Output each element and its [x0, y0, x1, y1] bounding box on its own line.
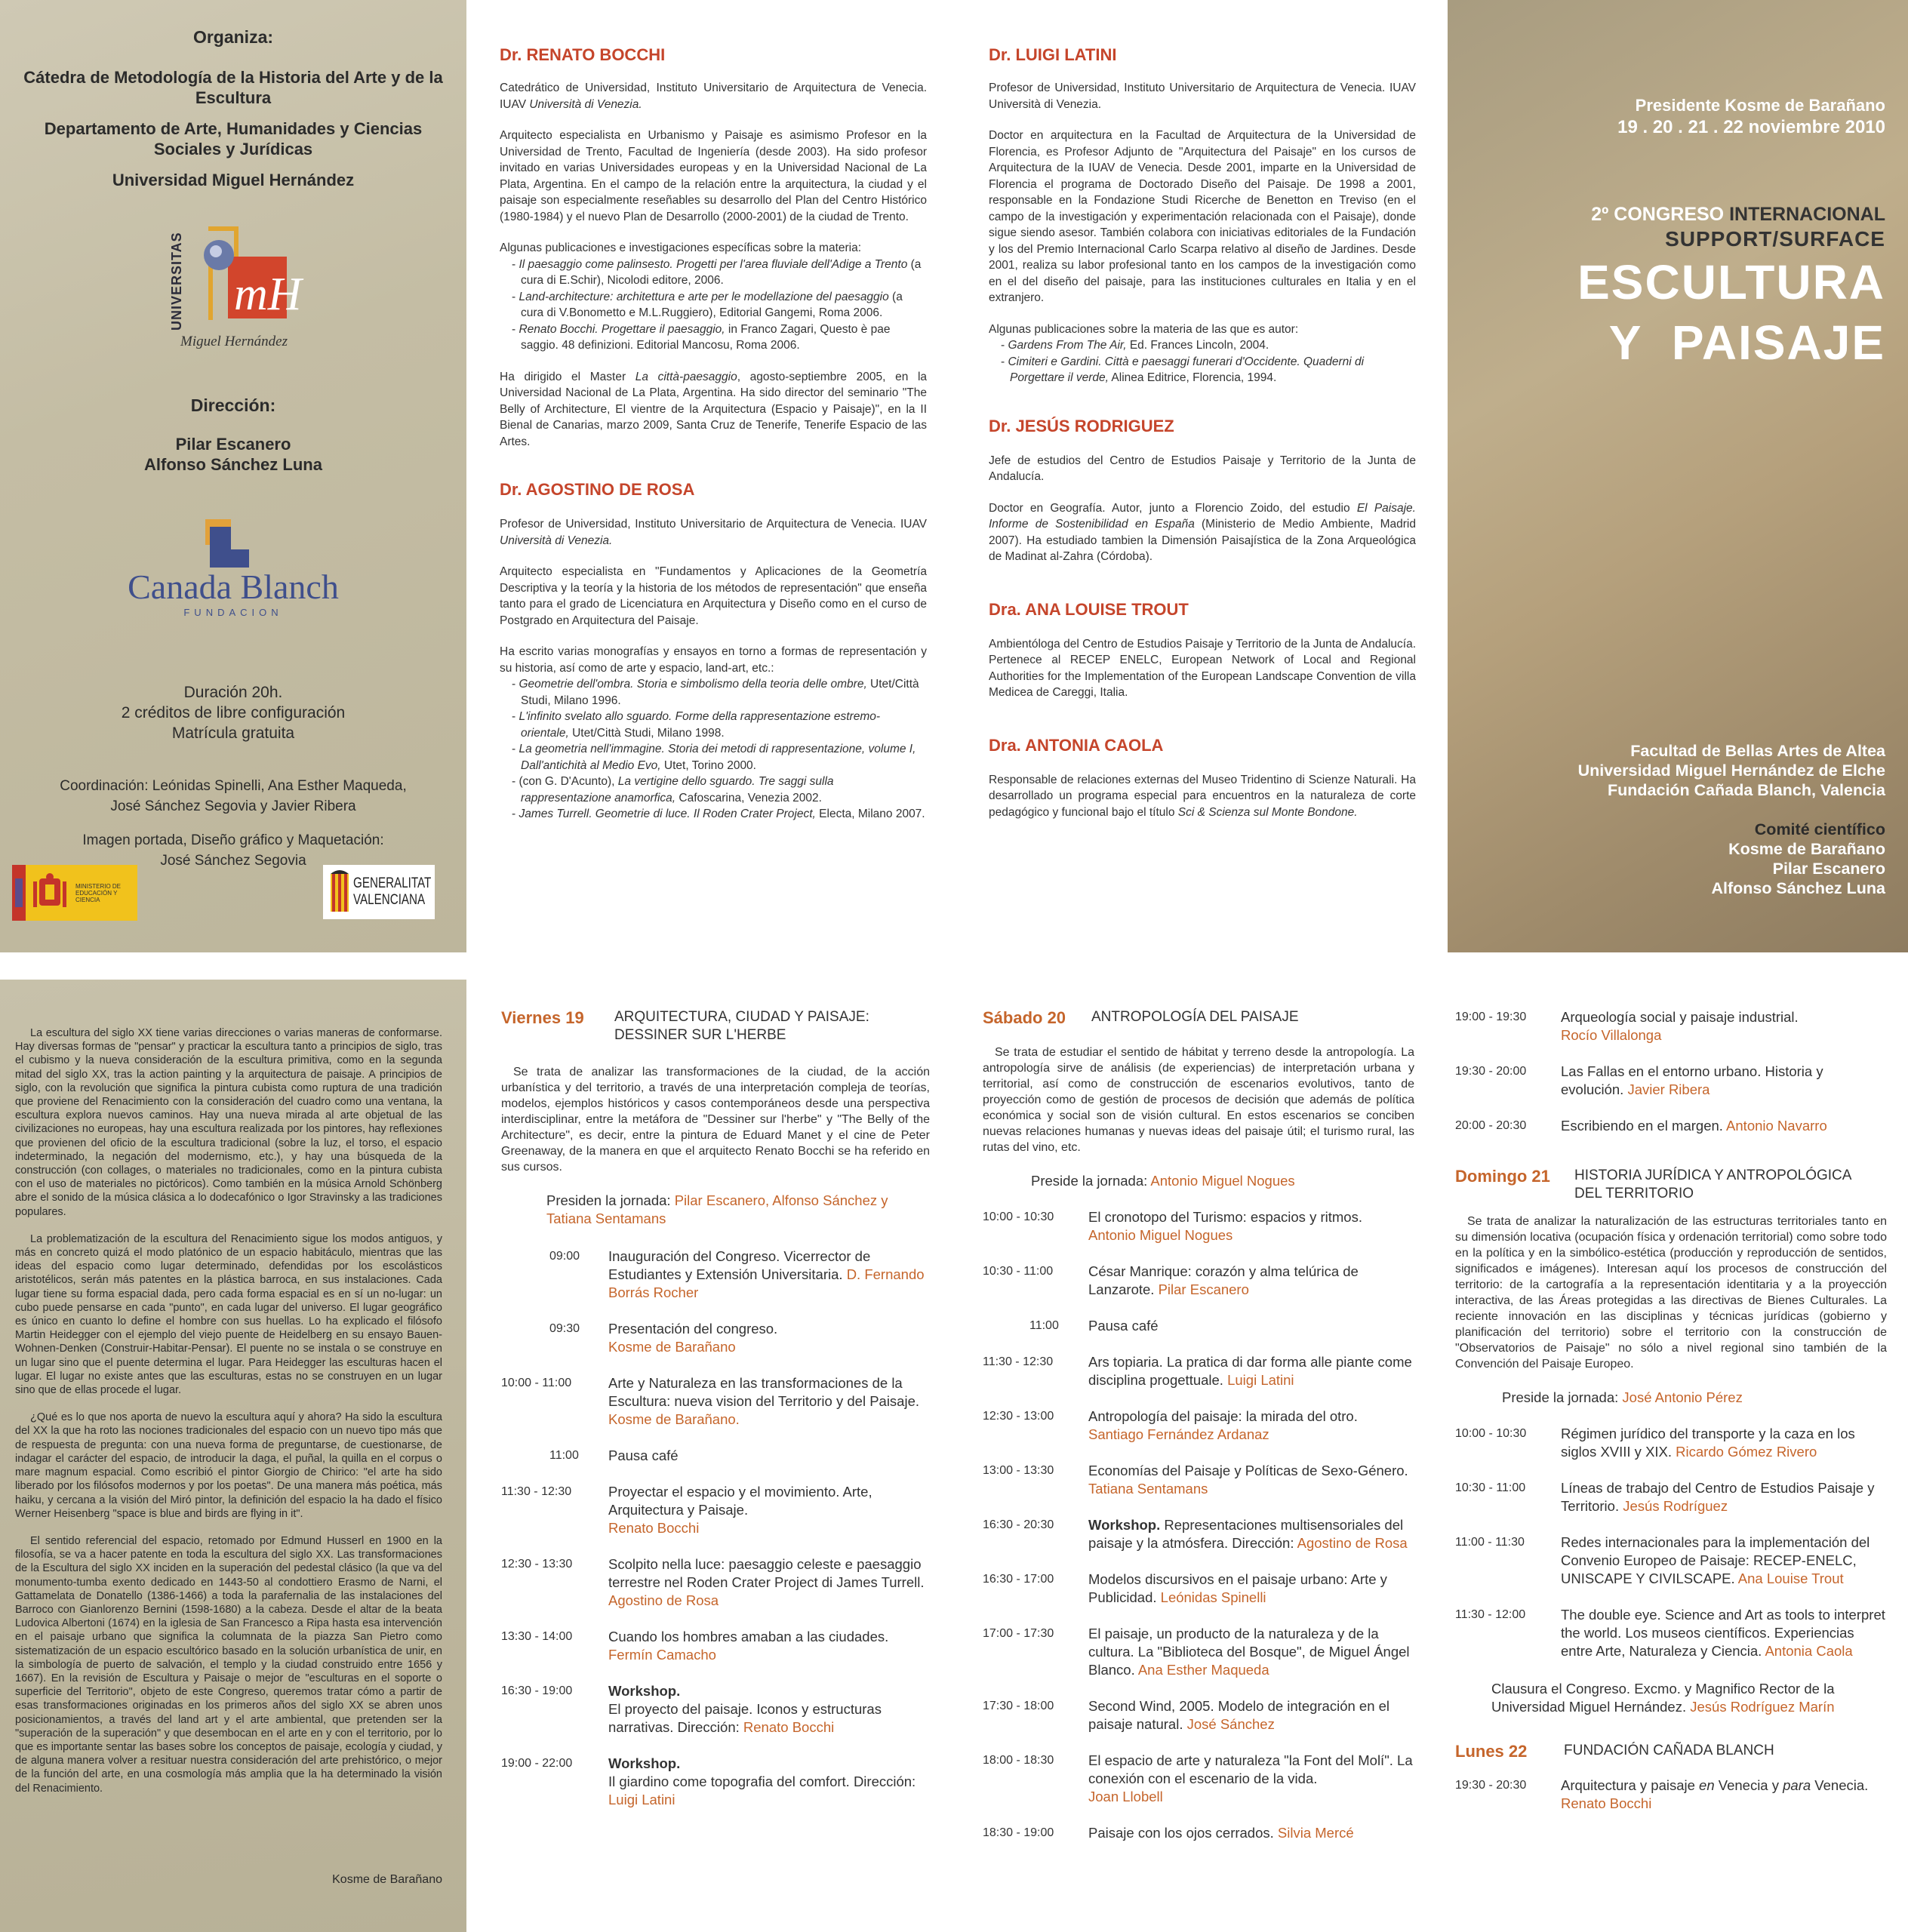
speaker-name-rodriguez: Dr. JESÚS RODRIGUEZ [989, 416, 1174, 435]
latini-pub-2: - Cimiteri e Gardini. Città e paesaggi funerari d'Occidente. Quaderni di Porgettare il verde, Alinea Editrice, Florencia, 1994. [1010, 354, 1416, 386]
svg-text:mH: mH [234, 269, 302, 320]
essay-paragraph-2: La problematización de la escultura del Renacimiento sigue los modos antiguos, y más en concreto quizá el modo platónico de un espacio habitáculo, mientras que las ideas del espacio como lugar determinado, defendidas por los escolásticos aristotélicos, serán más patentes en la plástica barroca, en sus instalaciones. Cada lugar tiene su forma espacial dada, pero cada forma espacial es en sí un no-lugar: un cubo puede pensarse en cada "punto", en cada lugar del universo. El lugar geográfico es único en cuanto lo define el hombre con sus huellas. Lo ha explicado el filósofo Martin Heidegger con el ejemplo del viejo puente de Heidelberg en su ensayo Bauen-Wohnen-Denken (Construir-Habitar-Pensar). El puente no se instala o se construye en un lugar sino que el puente determina el lugar. Para Heidegger las esculturas hacen el lugar. El lugar no existe antes que las esculturas, estas no se construyen en un lugar sino que de ellas procede el lugar. [15, 1232, 442, 1397]
domingo-session-4: 11:30 - 12:00 The double eye. Science and Art as tools to interpret the world. Los museos científicos. Experiencias entre Arte, Naturaleza y Ciencia. Antonia Caola [1455, 1607, 1885, 1659]
sabado-title: ANTROPOLOGÍA DEL PAISAJE [1091, 1009, 1299, 1025]
imagen-line-1: Imagen portada, Diseño gráfico y Maquetación: [82, 832, 384, 848]
cover-bottom [1457, 741, 1885, 898]
domingo-title-1: HISTORIA JURÍDICA Y ANTROPOLÓGICA [1574, 1168, 1852, 1183]
organiza-block [0, 27, 466, 190]
domingo-column [1455, 1008, 1887, 1813]
lunes-title: FUNDACIÓN CAÑADA BLANCH [1564, 1743, 1774, 1758]
derosa-pub-4: - (con G. D'Acunto), La vertigine dello sguardo. Tre saggi sulla rappresentazione anamorfica, Cafoscarina, Venezia 2002. [521, 774, 927, 806]
coordinacion-line-1: Coordinación: Leónidas Spinelli, Ana Esther Maqueda, [60, 778, 407, 794]
latini-bio: Doctor en arquitectura en la Facultad de Arquitectura de la Universidad de Florencia, es Profesor Adjunto de "Arquitectura del Paisaje" en los cursos de Arquitectura de la IUAV de Venecia. Desde 2001, imparte en la Universidad de Florencia el programa de Doctorado Diseño del Paisaje. De 1998 a 2001, responsable en la Fondazione Studi Ricerche de Benetton en Treviso (en el campo de la investigación y experimentación relacionada con el Paisaje), donde sigue siendo asesor. También colabora con iniciativas editoriales de la Fundación y los del Premio Internacional Carlo Scarpa relativo al diseño de Jardines. Desde 2001, realiza su labor profesional tanto en los campos de la investigación como en el del diseño del paisaje, para las instituciones culturales en Italia y en el extranjero. [989, 129, 1416, 304]
ministerio-logo [12, 865, 137, 921]
sabado-session-4: 11:30 - 12:30 Ars topiaria. La pratica di dar forma alle piante come disciplina progettuale. Luigi Latini [983, 1354, 1412, 1388]
generalitat-logo [323, 865, 435, 919]
cover-facultad-2: Universidad Miguel Hernández de Elche [1577, 761, 1885, 780]
domingo-intro: Se trata de analizar la naturalización de las estructuras territoriales tanto en su dimensión locativa (ocupación física y ordenación territorial) como sobre todo en la política y en la simbólico-estética (producción y reproducción de sentidos, significados e imágenes). Interesan aquí los procesos de construcción del territorio: de la cartografía a la representación identitaria y a la proyección interactiva, de las Áreas protegidas a las directivas de Bienes Culturales. La reciente innovación en las disciplinas y técnicas jurídicas (gobierno y planificación del territorio) sobre el territorio con la construcción de "Observatorios de Paisaje" no sólo a nivel regional sino también de la Convención del Paisaje Europeo. [1455, 1215, 1887, 1371]
duracion-line-3: Matrícula gratuita [171, 724, 295, 742]
sabado-session-2: 10:30 - 11:00 César Manrique: corazón y alma telúrica de Lanzarote. Pilar Escanero [983, 1263, 1359, 1297]
viernes-column [501, 1008, 930, 1809]
umh-logo-word: UNIVERSITAS [169, 232, 184, 331]
direccion-block [0, 395, 466, 475]
viernes-title-1: ARQUITECTURA, CIUDAD Y PAISAJE: [614, 1009, 869, 1025]
duracion-line-1: Duración 20h. [183, 684, 283, 701]
viernes-session-9: 19:00 - 22:00 Workshop. Il giardino come topografia del comfort. Dirección: Luigi Latini [501, 1755, 916, 1807]
cover-facultad-3: Fundación Cañada Blanch, Valencia [1608, 781, 1885, 799]
essay-paragraph-1: La escultura del siglo XX tiene varias direcciones o varias maneras de conformarse. Hay diversas formas de "pensar" y practicar la escultura tanto a principios de siglo, tras el cubismo y la nueva consideración de la escultura primitiva, como en la segunda mitad del siglo XX, tras la action painting y la arquitectura de paisaje. A principios de siglo, con la revolución que significa la pintura cubista como ruptura de una tradición que proviene del Renacimiento con la consideración del cuadro como una ventana, la escultura explora nuevos caminos. Hay una nueva mirada al arte objetual de las civilizaciones no europeas, hay una escultura realizada por los pintores, hay reflexiones que provienen del oficio de la escultura tradicional (sobre la luz, el torso, el espacio indeterminado, la negación del modernismo, etc.), y hay una búsqueda de la construcción (con collages, o materiales no tradicionales, como en la pintura cubista con el uso de materiales no pictóricos). Como también en la música Arnold Schönberg abre el sonido de la música clásica a lo dodecafónico o Igor Stravinsky a las tradiciones populares. [15, 1027, 442, 1218]
org-departamento: Departamento de Arte, Humanidades y Ciencias Sociales y Jurídicas [44, 119, 423, 158]
speakers-column-1 [500, 45, 927, 833]
director-2: Alfonso Sánchez Luna [144, 455, 322, 474]
viernes-session-2: 09:30 Presentación del congreso. Kosme de Barañano [549, 1321, 778, 1355]
viernes-session-3: 10:00 - 11:00 Arte y Naturaleza en las transformaciones de la Escultura: nueva vision del Territorio y del Paisaje. Kosme de Barañano. [501, 1375, 920, 1427]
cover-congreso-line-1: 2º CONGRESO INTERNACIONAL [1591, 204, 1885, 225]
sabado-preside: Preside la jornada: Antonio Miguel Nogues [1031, 1173, 1295, 1189]
generalitat-line-1: GENERALITAT [353, 875, 432, 891]
cover-titulo-line-1: ESCULTURA [1577, 255, 1885, 309]
derosa-bio: Arquitecto especialista en "Fundamentos y Aplicaciones de la Geometría Descriptiva y la teoría y la historia de los métodos de representación" que enseña tanto para el grado de Licenciatura en Arquitectura y Diseño como en el curso de Postgrado en Arquitectura del Paisaje. [500, 565, 927, 627]
cover-comite-2: Pilar Escanero [1772, 860, 1885, 878]
essay-text [15, 1026, 442, 1809]
derosa-pub-2: - L'infinito svelato allo sguardo. Forme della rappresentazione estremo-orientale, Utet/Città Studi, Milano 1998. [521, 709, 927, 741]
canada-blanch-logo [98, 519, 368, 625]
bocchi-affiliation: Catedrático de Universidad, Instituto Universitario de Arquitectura de Venecia. IUAV Università di Venezia. [500, 82, 927, 111]
derosa-pubs-list [500, 676, 927, 823]
speakers-column-2 [989, 45, 1416, 831]
canada-logo-sub: FUNDACION [183, 607, 283, 618]
generalitat-line-2: VALENCIANA [353, 892, 426, 908]
sabado-session-7: 16:30 - 20:30 Workshop. Representaciones multisensoriales del paisaje y la atmósfera. Dirección: Agostino de Rosa [983, 1517, 1408, 1551]
sabado-column [983, 1008, 1414, 1842]
organiza-label: Organiza: [192, 27, 274, 47]
sabado-session-6: 13:00 - 13:30 Economías del Paisaje y Políticas de Sexo-Género. Tatiana Sentamans [983, 1463, 1408, 1497]
speaker-name-bocchi: Dr. RENATO BOCCHI [500, 45, 666, 64]
sabado-session-3: 11:00 Pausa café [1029, 1318, 1159, 1334]
viernes-preside: Presiden la jornada: Pilar Escanero, Alfonso Sánchez y Tatiana Sentamans [546, 1192, 888, 1226]
rodriguez-role: Jefe de estudios del Centro de Estudios Paisaje y Territorio de la Junta de Andalucía. [989, 454, 1416, 483]
org-catedra: Cátedra de Metodología de la Historia del Arte y de la Escultura [23, 68, 443, 107]
domingo-clausura: Clausura el Congreso. Excmo. y Magnifico Rector de la Universidad Miguel Hernández. Jesús Rodríguez Marín [1491, 1681, 1835, 1715]
ministerio-logo-text: MINISTERIO DE EDUCACIÓN Y CIENCIA [75, 883, 122, 903]
sabado-day: Sábado 20 [983, 1008, 1066, 1027]
cover-fechas: 19 . 20 . 21 . 22 noviembre 2010 [1617, 117, 1885, 137]
bocchi-pubs-list [500, 257, 927, 354]
derosa-affiliation: Profesor de Universidad, Instituto Universitario de Arquitectura de Venecia. IUAV Università di Venezia. [500, 518, 927, 547]
direccion-label: Dirección: [190, 395, 276, 415]
essay-paragraph-3: ¿Qué es lo que nos aporta de nuevo la escultura aquí y ahora? Ha sido la escultura del XX la que ha roto las nociones tradicionales del espacio con un nuevo tipo más que de respuesta de pregunta: con una nueva forma de preguntarse, de cuestionarse, de indagar el carácter del espacio, de introducir la daga, el puñal, la quilla en el corpus o mare magnum espacial. Como escribió el pintor Giorgio de Chirico: "el arte ha sido liberado por los filósofos modernos y por los poetas". De una manera más poética, más haiku, y cercana a la visión del Miró pintor, la definición del espacio la ha dado el físico Werner Heisenberg "space is blue and birds are flying in it". [15, 1411, 442, 1520]
director-1: Pilar Escanero [175, 435, 291, 454]
cover-congreso-line-2: SUPPORT/SURFACE [1665, 227, 1885, 251]
coordinacion-block [0, 776, 466, 871]
duracion-block [0, 682, 466, 743]
bocchi-pub-3: - Renato Bocchi. Progettare il paesaggio, in Franco Zagari, Questo è pae saggio. 48 definizioni. Editorial Mancosu, Roma 2006. [521, 321, 927, 354]
sabado-session-8: 16:30 - 17:00 Modelos discursivos en el paisaje urbano: Arte y Publicidad. Leónidas Spinelli [983, 1571, 1387, 1605]
essay-paragraph-4: El sentido referencial del espacio, retomado por Edmund Husserl en 1900 en la filosofía, se va a hacer patente en toda la escultura del siglo XX. Las transformaciones de la Escultura del siglo XX inciden en la superación del pedestal clásico (la que va del monumento-tumba exento dedicado en 1443-50 al condottiero Erasmo de Narni, el Gattamelata de Donatello (1386-1466) a toda la parafernalia de las instalaciones del Barroco con Gianlorenzo Bernini (1598-1680) a la cabeza. Desde el altar de la beata Ludovica Albertoni (1674) en la iglesia de San Francesco a Ripa hasta esa intervención en el paisaje urbano que significa la columnata de la piazza San Pietro como sistematización de un espacio escultórico basado en la solución urbanística de unir, en la simbología de puerto de salvación, el templo y la ciudad construido entre 1656 y 1667). En la revisión de Escultura y Paisaje o mejor de "esculturas en el soporte o superficie del Territorio", objeto de este Congreso, queremos tratar cómo a partir de esas transformaciones originadas en los primeros años del siglo XX se abren unos posicionamientos, a través del land art y el arte ambiental, que pretenden ser la "superación de la superación" y que desembocan en el arte en y con el territorio, por lo que es importante sentar las bases sobre los conceptos de paisaje, ecología y ciudad, y de alguna manera volver a resituar nuestra consideración del arte prehistórico, o mejor de la función del arte, en una cosmología más amplia que la ha determinado la visión del Renacimiento. [15, 1534, 442, 1795]
coordinacion-line-2: José Sánchez Segovia y Javier Ribera [110, 798, 356, 814]
cover-comite-1: Kosme de Barañano [1728, 840, 1885, 858]
rodriguez-bio: Doctor en Geografía. Autor, junto a Florencio Zoido, del estudio El Paisaje. Informe de Sostenibilidad en España (Ministerio de Medio Ambiente, Madrid 2007). Ha estudiado tambien la Dimensión Paisajística de la Zona Arqueológica de Madinat al-Zahra (Córdoba). [989, 501, 1416, 563]
viernes-session-7: 13:30 - 14:00 Cuando los hombres amaban a las ciudades. Fermín Camacho [501, 1629, 889, 1663]
sabado-intro: Se trata de estudiar el sentido de hábitat y terreno desde la antropología. La antropología sirve de análisis (de experiencias) de interpretación urbana y territorial, así como de construcción de escenarios evolutivos, tanto de proyección como de gestión de procesos de decisión que además de política económica y social son de visión cultural. En estos escenarios se conciben nuevas relaciones humanas y nuevas ideas del paisaje útil; el turismo rural, las rutas del vino, etc. [983, 1046, 1414, 1154]
sabado-session-5: 12:30 - 13:00 Antropología del paisaje: la mirada del otro. Santiago Fernández Ardanaz [983, 1408, 1358, 1442]
sabado-evening-3: 20:00 - 20:30 Escribiendo en el margen. Antonio Navarro [1455, 1118, 1827, 1134]
domingo-session-1: 10:00 - 10:30 Régimen jurídico del transporte y la caza en los siglos XVIII y XIX. Ricardo Gómez Rivero [1455, 1426, 1855, 1460]
viernes-session-4: 11:00 Pausa café [549, 1447, 679, 1463]
domingo-preside: Preside la jornada: José Antonio Pérez [1502, 1389, 1743, 1405]
sabado-session-11: 18:00 - 18:30 El espacio de arte y naturaleza "la Font del Molí". La conexión con el escenario de la vida. Joan Llobell [983, 1752, 1413, 1804]
lunes-day: Lunes 22 [1455, 1742, 1528, 1761]
latini-pubs-list [989, 337, 1416, 386]
cover-presidente: Presidente Kosme de Barañano [1635, 96, 1885, 115]
duracion-line-2: 2 créditos de libre configuración [121, 704, 346, 721]
domingo-title-2: DEL TERRITORIO [1574, 1186, 1694, 1201]
domingo-session-2: 10:30 - 11:00 Líneas de trabajo del Centro de Estudios Paisaje y Territorio. Jesús Rodríguez [1455, 1480, 1875, 1514]
cover-top [1457, 95, 1885, 373]
cover-titulo-line-2: Y PAISAJE [1608, 315, 1885, 370]
bocchi-master: Ha dirigido el Master La città-paesaggio, agosto-septiembre 2005, en la Universidad Nacional de La Plata, Argentina. Ha sido director del seminario "The Belly of Architecture, El vientre de la Arquitectura (Espacio y Paisaje)", en la II Bienal de Canarias, marzo 2009, Santa Cruz de Tenerife, Tenerife Espacio de las Artes. [500, 370, 928, 448]
imagen-line-2: José Sánchez Segovia [160, 853, 306, 869]
domingo-day: Domingo 21 [1455, 1167, 1550, 1186]
bocchi-pubs-intro: Algunas publicaciones e investigaciones específicas sobre la materia: [500, 242, 862, 254]
sabado-evening-1: 19:00 - 19:30 Arqueología social y paisaje industrial. Rocío Villalonga [1455, 1009, 1799, 1043]
org-universidad: Universidad Miguel Hernández [112, 171, 355, 189]
trout-bio: Ambientóloga del Centro de Estudios Paisaje y Territorio de la Junta de Andalucía. Pertenece al RECEP ENELC, European Network of Local and Regional Authorities for the Implementation of the European Landscape Convention de villa Medicea de Careggi, Italia. [989, 637, 1416, 699]
viernes-session-1: 09:00 Inauguración del Congreso. Vicerrector de Estudiantes y Extensión Universitaria. D. Fernando Borrás Rocher [549, 1248, 925, 1300]
speaker-name-derosa: Dr. AGOSTINO DE ROSA [500, 480, 695, 499]
latini-pubs-intro: Algunas publicaciones sobre la materia de las que es autor: [989, 322, 1299, 336]
cover-comite-label: Comité científico [1754, 820, 1885, 838]
derosa-pubs-intro: Ha escrito varias monografías y ensayos en torno a formas de representación y su historia, así como de arte y espacio, land-art, etc.: [500, 645, 927, 675]
lunes-session-1: 19:30 - 20:30 Arquitectura y paisaje en Venecia y para Venecia. Renato Bocchi [1455, 1777, 1869, 1811]
umh-logo [158, 219, 309, 355]
latini-affiliation: Profesor de Universidad, Instituto Universitario de Arquitectura de Venecia. IUAV Università di Venezia. [989, 82, 1416, 111]
cover-facultad-1: Facultad de Bellas Artes de Altea [1630, 742, 1885, 760]
speaker-name-latini: Dr. LUIGI LATINI [989, 45, 1117, 64]
speaker-name-trout: Dra. ANA LOUISE TROUT [989, 599, 1189, 619]
derosa-pub-3: - La geometria nell'immagine. Storia dei metodi di rappresentazione, volume I, Dall'antichità al Medio Evo, Utet, Torino 2000. [521, 741, 927, 774]
sabado-session-12: 18:30 - 19:00 Paisaje con los ojos cerrados. Silvia Mercé [983, 1825, 1354, 1841]
bocchi-bio: Arquitecto especialista en Urbanismo y Paisaje es asimismo Profesor en la Universidad de Trento, Facultad de Ingeniería (desde 2003). Ha sido profesor invitado en varias Universidades europeas y en la Universidad Nacional de La Plata, Argentina. En el campo de la relación entre la arquitectura, la ciudad y el paisaje son especialmente reseñables su desarrollo del Plan del Centro Histórico (1980-1984) y el nuevo Plan de Desarrollo (2000-2001) de la ciudad de Trento. [500, 129, 927, 223]
viernes-intro: Se trata de analizar las transformaciones de la ciudad, de la acción urbanística y del territorio, a través de una interpretación compleja de teorías, modelos, ejemplos históricos y casos contemporáneos desde una perspectiva interdisciplinar, entre la metáfora de "Dessiner sur l'herbe" y "The Belly of the Architecture", es decir, entre la pintura de Eduard Manet y el cine de Peter Greenaway, de la manera en que el arquitecto Renato Bocchi se ha referido en sus cursos. [501, 1066, 930, 1174]
sabado-session-10: 17:30 - 18:00 Second Wind, 2005. Modelo de integración en el paisaje natural. José Sánchez [983, 1698, 1390, 1732]
derosa-pub-5: - James Turrell. Geometrie di luce. Il Roden Crater Project, Electa, Milano 2007. [521, 806, 927, 823]
viernes-day: Viernes 19 [501, 1008, 584, 1027]
domingo-session-3: 11:00 - 11:30 Redes internacionales para la implementación del Convenio Europeo de Paisaje: RECEP-ENELC, UNISCAPE Y CIVILSCAPE. Ana Louise Trout [1455, 1534, 1870, 1586]
viernes-session-5: 11:30 - 12:30 Proyectar el espacio y el movimiento. Arte, Arquitectura y Paisaje. Renato Bocchi [501, 1484, 872, 1536]
viernes-session-6: 12:30 - 13:30 Scolpito nella luce: paesaggio celeste e paesaggio terrestre nel Roden Crater Project di James Turrell. Agostino de Rosa [501, 1556, 925, 1608]
cover-comite-3: Alfonso Sánchez Luna [1711, 879, 1885, 897]
essay-signature: Kosme de Barañano [332, 1873, 442, 1886]
viernes-session-8: 16:30 - 19:00 Workshop. El proyecto del paisaje. Iconos y estructuras narrativas. Dirección: Renato Bocchi [501, 1683, 882, 1735]
speaker-name-caola: Dra. ANTONIA CAOLA [989, 735, 1164, 755]
sabado-evening-2: 19:30 - 20:00 Las Fallas en el entorno urbano. Historia y evolución. Javier Ribera [1455, 1063, 1823, 1097]
sabado-session-9: 17:00 - 17:30 El paisaje, un producto de la naturaleza y de la cultura. La "Biblioteca del Bosque", de Miguel Ángel Blanco. Ana Esther Maqueda [983, 1626, 1410, 1678]
latini-pub-1: - Gardens From The Air, Ed. Frances Lincoln, 2004. [1010, 337, 1416, 354]
umh-logo-name: Miguel Hernández [180, 334, 288, 349]
canada-logo-main: Canada Blanch [128, 568, 339, 606]
bocchi-pub-1: - Il paesaggio come palinsesto. Progetti per l'area fluviale dell'Adige a Trento (a cura di E.Schir), Nicolodi editore, 2006. [521, 257, 927, 289]
caola-bio: Responsable de relaciones externas del Museo Tridentino di Scienze Naturali. Ha desarrollado un programa especial para encuentros en la naturaleza de corte pedagógico y funcional bajo el título Sci & Scienza sul Monte Bondone. [989, 773, 1416, 819]
sabado-session-1: 10:00 - 10:30 El cronotopo del Turismo: espacios y ritmos. Antonio Miguel Nogues [983, 1209, 1362, 1243]
bocchi-pub-2: - Land-architecture: architettura e arte per le modellazione del paesaggio (a cura di V.Bonometto e M.L.Ruggiero), Editorial Gangemi, Roma 2006. [521, 289, 927, 321]
viernes-title-2: DESSINER SUR L'HERBE [614, 1027, 786, 1043]
derosa-pub-1: - Geometrie dell'ombra. Storia e simbolismo della teoria delle ombre, Utet/Città Studi, Milano 1996. [521, 676, 927, 709]
